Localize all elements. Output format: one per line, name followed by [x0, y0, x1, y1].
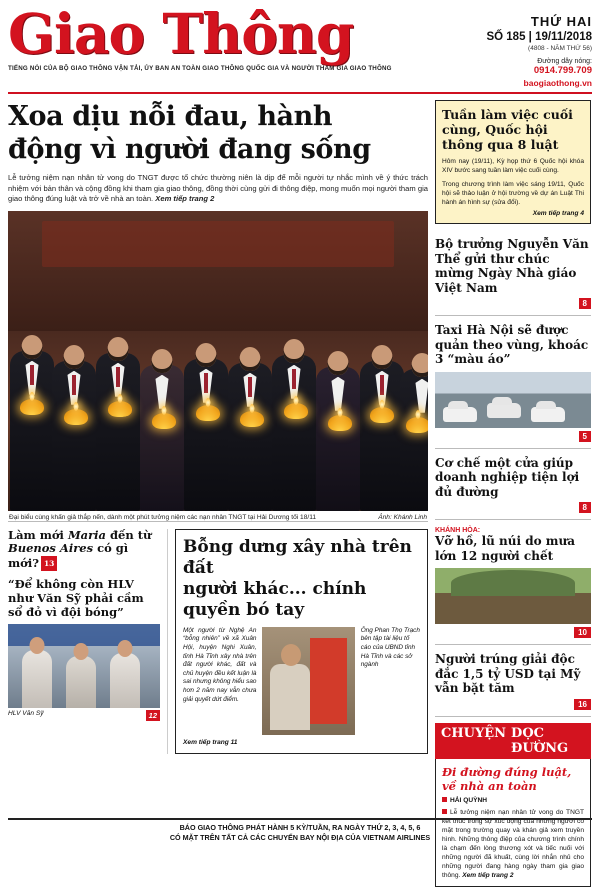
chuyen-author [442, 797, 584, 804]
issue-day: THỨ HAI [530, 14, 592, 29]
photo-door [310, 638, 347, 724]
sidebar-item-taxi[interactable] [435, 316, 591, 449]
coach-thumb-caption-row [8, 708, 160, 721]
lead-photo-wrap [8, 211, 428, 522]
boxed-headline-line2: người khác... chính quyền bó tay [183, 578, 367, 620]
chuyen-bar-left: CHUYỆN [441, 725, 507, 741]
sidebar-item-jackpot[interactable] [435, 645, 591, 717]
footer-line-1: BÁO GIAO THÔNG PHÁT HÀNH 5 KỲ/TUẦN, RA NGÀY THỨ 2, 3, 4, 5, 6 [179, 823, 421, 832]
sidebar-feature-para2: Trong chương trình làm việc sáng 19/11, Quốc hội sẽ thảo luận ở hội trường về dự án Luật Thi hành án hình sự (sửa đổi). [442, 181, 584, 206]
photo-subject [270, 664, 311, 731]
sidebar-item-headline: Người trúng giải độc đắc 1,5 tỷ USD tại Mỹ vẫn bặt tăm [435, 652, 581, 695]
sidebar-item-minister[interactable] [435, 230, 591, 316]
lead-photo-credit: Ảnh: Khánh Linh [378, 513, 427, 521]
sidebar-item-kicker: KHÁNH HÒA: [435, 527, 481, 534]
sidebar-item-one-window[interactable] [435, 449, 591, 521]
sidebar-item-page[interactable]: 8 [579, 502, 591, 513]
maria-page-badge[interactable]: 13 [41, 556, 57, 572]
hotline-label: Đường dây nóng: [537, 58, 592, 65]
photo-subject-head [281, 644, 301, 666]
sidebar-item-headline: Vỡ hồ, lũ núi do mưa lớn 12 người chết [435, 534, 575, 563]
sidebar-feature-para1: Hôm nay (19/11), Kỳ họp thứ 6 Quốc hội khóa XIV bước sang tuần làm việc cuối cùng. [442, 158, 584, 174]
sidebar-item-page[interactable]: 16 [574, 699, 591, 710]
quote-headline[interactable]: “Để không còn HLV như Văn Sỹ phải cầm sổ đỏ vì đội bóng” [8, 577, 144, 620]
maria-headline-part1: Làm mới [8, 527, 64, 542]
boxed-article-text: Một người từ Nghệ An “bỗng nhiên” về xã Xuân Hội, huyện Nghi Xuân, tỉnh Hà Tĩnh xây nhà trên đất người khác, đất và chủ huyện đều kết luận là sai nhưng không hiểu sao hơn 2 năm nay vẫn chưa giải quyết dứt điểm. [183, 626, 257, 703]
masthead [8, 1, 592, 94]
maria-article-headline[interactable] [8, 529, 160, 572]
masthead-right [424, 6, 592, 88]
maria-headline-italic2: Buenos Aires [8, 541, 94, 556]
boxed-photo-caption: Ông Phan Thọ Trạch bên tập tài liệu tố cáo của UBND tỉnh Hà Tĩnh và các sở ngành [360, 626, 420, 669]
lead-headline-line2: động vì người đang sống [8, 134, 371, 165]
chuyen-text-span: Lễ tưởng niệm nạn nhân tử vong do TNGT kết thúc trong sự xúc động của những người có mặt trong trường quay và khán giả xem truyền hình. Những thông điệp của chương trình chính là chạm đến lòng thương xót và tiếc nuối với những người đã khuất, cùng lời nhắn nhủ cho những người đang hàng ngày tham gia giao thông. [442, 808, 584, 879]
sidebar-flood-photo [435, 568, 591, 624]
lower-row [8, 529, 428, 754]
sidebar-item-headline: Cơ chế một cửa giúp doanh nghiệp tiện lợi đủ đường [435, 455, 580, 499]
sidebar-item-headline: Bộ trưởng Nguyễn Văn Thể gửi thư chúc mừng Ngày Nhà giáo Việt Nam [435, 237, 589, 295]
newspaper-logo: Giao Thông [8, 1, 354, 66]
lead-photo-caption [8, 511, 428, 522]
newspaper-slogan: TIẾNG NÓI CỦA BỘ GIAO THÔNG VẬN TẢI, ỦY BAN AN TOÀN GIAO THÔNG QUỐC GIA VÀ NGƯỜI THAM GIA GIAO THÔNG [8, 65, 392, 72]
boxed-headline-line1: Bỗng dưng xây nhà trên đất [183, 536, 412, 578]
boxed-article [175, 529, 428, 754]
issue-number: SỐ 185 | 19/11/2018 [486, 31, 592, 43]
maria-headline-italic: Maria [67, 527, 106, 542]
chuyen-author-name: HẢI QUỲNH [450, 796, 487, 804]
coach-page-badge[interactable]: 12 [146, 710, 160, 721]
coach-thumbnail-photo [8, 624, 160, 708]
photo-stage-banner [42, 221, 395, 267]
main-column [8, 100, 428, 887]
website-link[interactable]: baogiaothong.vn [523, 78, 592, 88]
maria-headline-part3: có gì mới? [8, 541, 129, 570]
sidebar-item-khanhhoa[interactable] [435, 520, 591, 645]
sidebar-taxi-photo [435, 372, 591, 428]
lead-summary-text: Lễ tưởng niệm nạn nhân tử vong do TNGT được tổ chức thường niên là dịp để mỗi người tự nhắc mình về ý thức trách nhiệm với bản thân và cộng đồng khi tham gia giao thông, đồng thời cùng gửi đi thông điệp, mong muốn mọi người tham gia giao thông đúng luật và trở về nhà an toàn. [8, 173, 428, 204]
sidebar-item-page[interactable]: 5 [579, 431, 591, 442]
photo-crowd [8, 286, 428, 511]
chuyen-headline[interactable]: Đi đường đúng luật, về nhà an toàn [442, 764, 572, 793]
bullet-icon [442, 797, 447, 802]
chuyen-bar-right: DỌC ĐƯỜNG [511, 725, 569, 756]
photo-hill [451, 570, 576, 596]
lead-summary [8, 173, 428, 205]
maria-headline-part2: đến từ [110, 527, 152, 542]
sidebar-item-page[interactable]: 8 [579, 298, 591, 309]
chuyen-doc-duong-section [435, 723, 591, 887]
boxed-article-photo [262, 627, 354, 735]
boxed-continue-link[interactable]: Xem tiếp trang 11 [183, 738, 238, 746]
lower-right-column [167, 529, 428, 754]
page-content [8, 100, 592, 887]
masthead-left [8, 1, 424, 72]
hotline-number: 0914.799.709 [533, 65, 592, 76]
lead-continue-link[interactable]: Xem tiếp trang 2 [155, 194, 215, 204]
footer-line-2: CÓ MẶT TRÊN TẤT CẢ CÁC CHUYẾN BAY NỘI ĐỊA CỦA VIETNAM AIRLINES [169, 833, 431, 842]
chuyen-doc-duong-bar [435, 723, 591, 759]
boxed-article-headline[interactable] [183, 537, 420, 621]
lead-headline[interactable] [8, 100, 428, 166]
lead-headline-line1: Xoa dịu nỗi đau, hành [8, 101, 333, 132]
coach-thumb-caption: HLV Văn Sỹ [8, 710, 44, 718]
lead-photo-caption-text: Đại biểu cùng khấn giả thắp nến, dành một phút tưởng niệm các nạn nhân TNGT tại Hải Dương tối 18/11 [9, 513, 317, 521]
page-footer [8, 818, 592, 842]
sidebar-feature-box [435, 100, 591, 224]
sidebar-item-page[interactable]: 10 [574, 627, 591, 638]
sidebar-item-headline: Taxi Hà Nội sẽ được quản theo vùng, khoác 3 “màu áo” [435, 323, 589, 366]
lower-left-column [8, 529, 160, 754]
sidebar-column [435, 100, 591, 887]
sidebar-feature-headline[interactable]: Tuần làm việc cuối cùng, Quốc hội thông qua 8 luật [442, 107, 573, 152]
boxed-article-body [183, 627, 420, 735]
chuyen-continue-link[interactable]: Xem tiếp trang 2 [462, 871, 514, 879]
issue-subnumber: (4808 - NĂM THỨ 56) [528, 45, 592, 52]
sidebar-feature-more[interactable]: Xem tiếp trang 4 [532, 210, 584, 217]
bullet-icon [442, 809, 447, 814]
lead-photo [8, 211, 428, 511]
